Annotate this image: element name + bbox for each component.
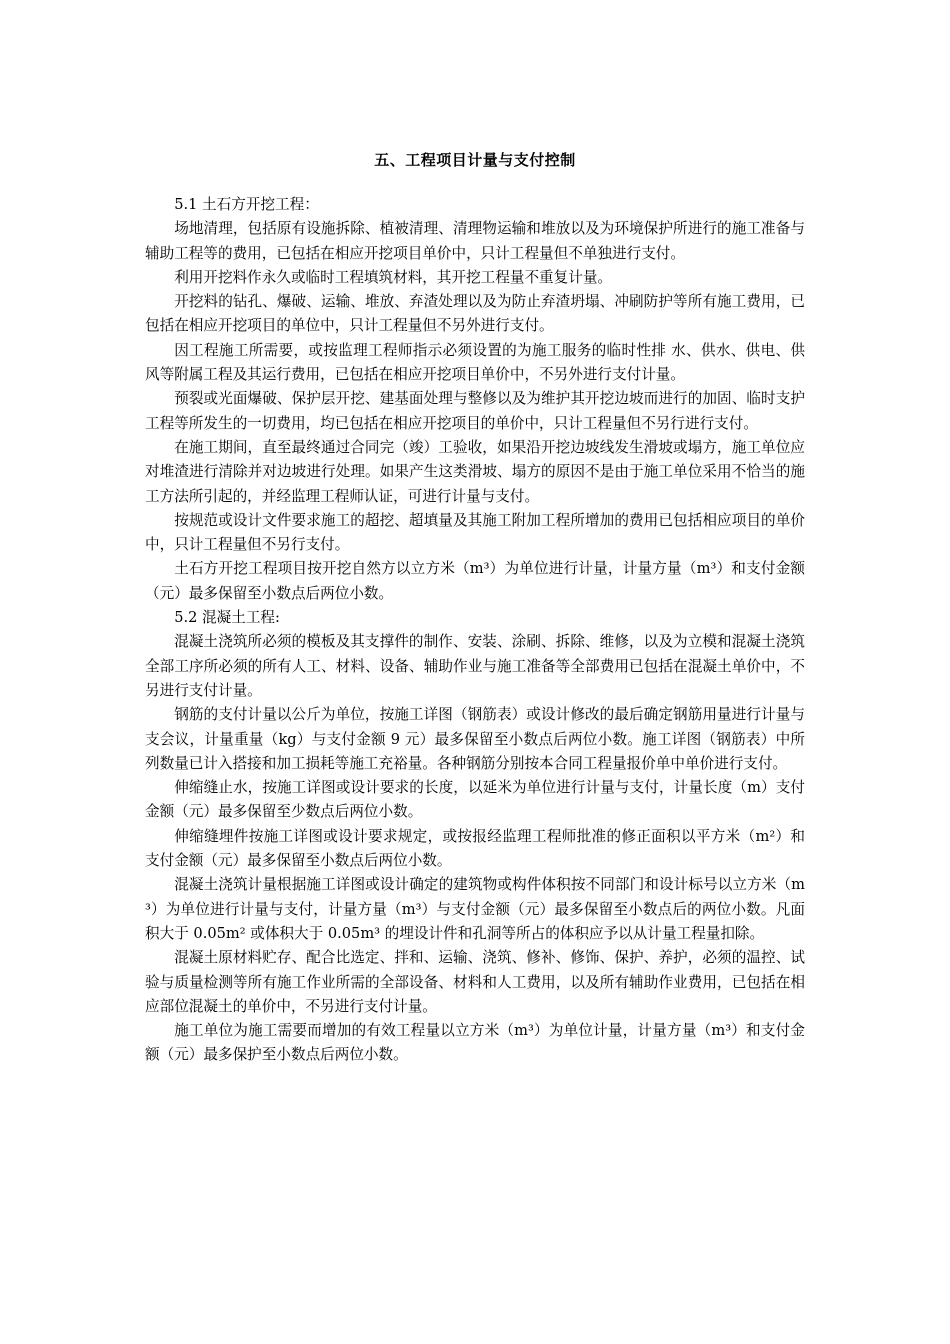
paragraph: 土石方开挖工程项目按开挖自然方以立方米（m³）为单位进行计量，计量方量（m³）和支付金额（元）最多保留至小数点后两位小数。 [145, 560, 805, 602]
paragraph: 场地清理，包括原有设施拆除、植被清理、清理物运输和堆放以及为环境保护所进行的施工准备与辅助工程等的费用，已包括在相应开挖项目单价中，只计工程量但不单独进行支付。 [145, 220, 805, 262]
paragraph: 利用开挖料作永久或临时工程填筑材料，其开挖工程量不重复计量。 [174, 268, 613, 286]
paragraph: 伸缩缝止水，按施工详图或设计要求的长度，以延米为单位进行计量与支付，计量长度（m）支付金额（元）最多保留至少数点后两位小数。 [145, 779, 805, 821]
paragraph: 钢筋的支付计量以公斤为单位，按施工详图（钢筋表）或设计修改的最后确定钢筋用量进行计量与支会议，计量重量（kg）与支付金额 9 元）最多保留至小数点后两位小数。施工详图（钢筋表）中所列数量已计入搭接和加工损耗等施工充裕量。各种钢筋分别按本合同工程量报价单中单价进行支付。 [145, 706, 805, 772]
paragraph: 预裂或光面爆破、保护层开挖、建基面处理与整修以及为维护其开挖边坡而进行的加固、临时支护工程等所发生的一切费用，均已包括在相应开挖项目的单价中，只计工程量但不另行进行支付。 [145, 390, 805, 432]
paragraph: 按规范或设计文件要求施工的超挖、超填量及其施工附加工程所增加的费用已包括相应项目的单价中，只计工程量但不另行支付。 [145, 511, 805, 554]
paragraph: 伸缩缝埋件按施工详图或设计要求规定，或按报经监理工程师批准的修正面积以平方米（m²）和支付金额（元）最多保留至小数点后两位小数。 [145, 827, 805, 870]
paragraph: 混凝土浇筑所必须的模板及其支撑件的制作、安装、涂刷、拆除、维修，以及为立模和混凝土浇筑全部工序所必须的所有人工、材料、设备、辅助作业与施工准备等全部费用已包括在混凝土单价中，不另进行支付计量。 [145, 633, 805, 699]
document-title: 五、工程项目计量与支付控制 [374, 151, 576, 169]
paragraph: 施工单位为施工需要而增加的有效工程量以立方米（m³）为单位计量，计量方量（m³）和支付金额（元）最多保护至小数点后两位小数。 [145, 1022, 805, 1064]
paragraph: 开挖料的钻孔、爆破、运输、堆放、弃渣处理以及为防止弃渣坍塌、冲刷防护等所有施工费用，已包括在相应开挖项目的单位中，只计工程量但不另外进行支付。 [145, 293, 805, 335]
document-page [145, 148, 805, 1068]
paragraph: 在施工期间，直至最终通过合同完（竣）工验收，如果沿开挖边坡线发生滑坡或塌方，施工单位应对堆渣进行清除并对边坡进行处理。如果产生这类滑坡、塌方的原因不是由于施工单位采用不恰当的施工方法所引起的，并经监理工程师认证，可进行计量与支付。 [145, 438, 805, 505]
section-heading: 5.2 混凝土工程: [174, 609, 280, 627]
paragraph: 混凝土原材料贮存、配合比选定、拌和、运输、浇筑、修补、修饰、保护、养护，必须的温控、试验与质量检测等所有施工作业所需的全部设备、材料和人工费用，以及所有辅助作业费用，已包括在相应部位混凝土的单价中，不另进行支付计量。 [145, 949, 805, 1015]
section-heading: 5.1 土石方开挖工程： [174, 196, 319, 213]
paragraph: 因工程施工所需要，或按监理工程师指示必须设置的为施工服务的临时性排 水、供水、供电、供风等附属工程及其运行费用，已包括在相应开挖项目单价中，不另外进行支付计量。 [145, 341, 805, 384]
paragraph: 混凝土浇筑计量根据施工详图或设计确定的建筑物或构件体积按不同部门和设计标号以立方米（m³）为单位进行计量与支付，计量方量（m³）与支付金额（元）最多保留至小数点后的两位小数。凡面积大于 0.05m² 或体积大于 0.05m³ 的埋设计件和孔洞等所占的体积应予以从计量工程量扣除。 [145, 876, 805, 942]
